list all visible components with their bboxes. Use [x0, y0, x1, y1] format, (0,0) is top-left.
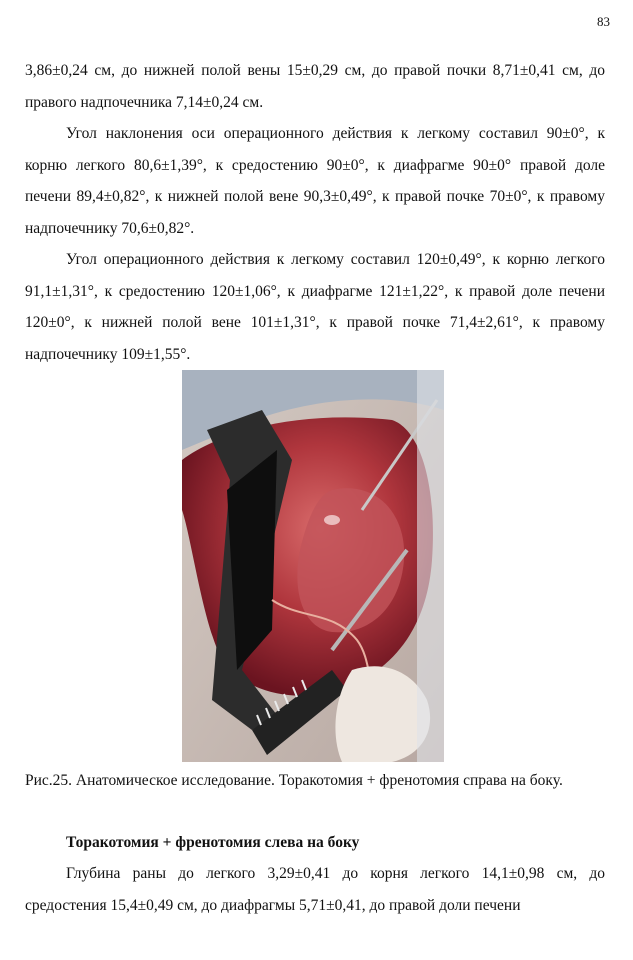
paragraph-operation-angle: Угол операционного действия к легкому составил 120±0,49°, к корню легкого 91,1±1,31°, к средостению 120±1,06°, к диафрагме 121±1,22°, к правой доле печени 120±0°, к нижней полой вене 101±1,31°, к правой почке 71,4±2,61°, к правому надпочечнику 109±1,55°.	[25, 251, 605, 363]
paragraph-continued: 3,86±0,24 см, до нижней полой вены 15±0,29 см, до правой почки 8,71±0,41 см, до правого надпочечника 7,14±0,24 см.	[25, 62, 605, 111]
page-number: 83	[597, 14, 610, 29]
paragraph-wound-depth: Глубина раны до легкого 3,29±0,41 до корня легкого 14,1±0,98 см, до средостения 15,4±0,49 см, до диафрагмы 5,71±0,41, до правой доли печени	[25, 865, 605, 914]
paragraph-inclination-angle: Угол наклонения оси операционного действия к легкому составил 90±0°, к корню легкого 80,6±1,39°, к средостению 90±0°, к диафрагме 90±0° правой доле печени 89,4±0,82°, к нижней полой вене 90,3±0,49°, к правой почке 70±0°, к правому надпочечнику 70,6±0,82°.	[25, 125, 605, 237]
surgical-photo	[182, 370, 444, 762]
section-heading: Торакотомия + френотомия слева на боку	[66, 834, 360, 851]
figure-caption: Рис.25. Анатомическое исследование. Торакотомия + френотомия справа на боку.	[25, 772, 563, 789]
